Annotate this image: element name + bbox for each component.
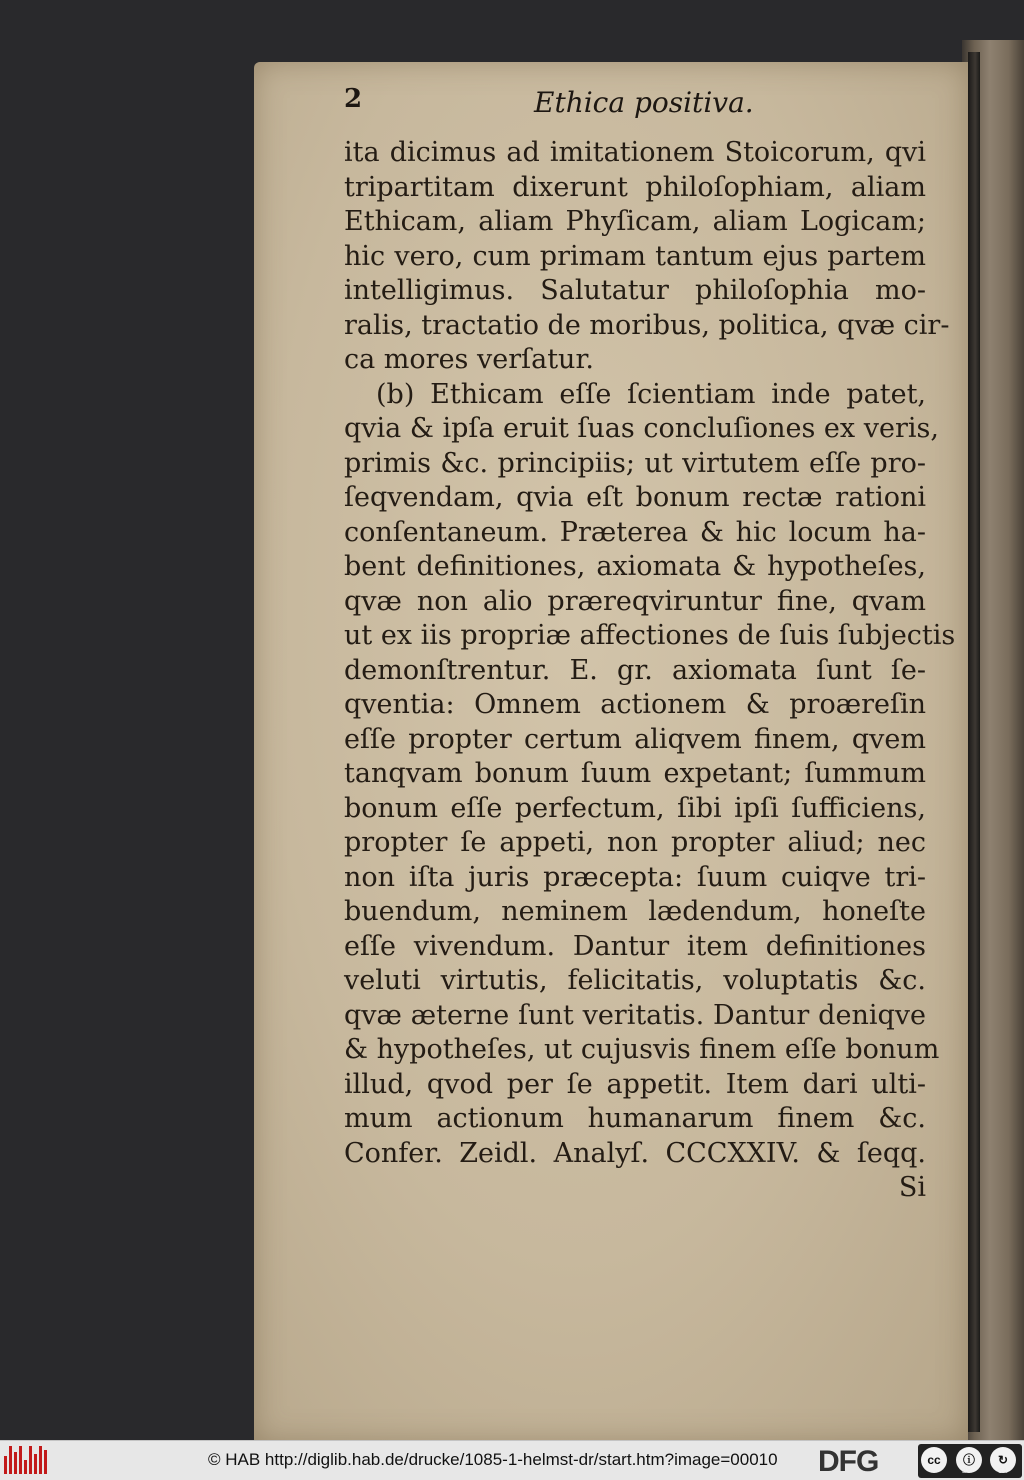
text-line: mum actionum humanarum finem &c. [344,1103,926,1134]
text-line: (b) Ethicam eſſe ſcientiam inde patet, [376,378,926,410]
text-line: ita dicimus ad imitationem Stoicorum, qvi [344,137,926,168]
text-line: Confer. Zeidl. Analyſ. CCCXXIV. & ſeqq. [344,1137,926,1169]
viewer-footer [0,1440,1024,1480]
text-line: qventia: Omnem actionem & proæreſin [344,689,926,720]
text-line: ſeqvendam, qvia eſt bonum rectæ rationi [344,482,926,513]
page-number: 2 [344,84,363,114]
page-header [344,84,954,128]
text-line: & hypotheſes, ut cujusvis finem eſſe bonum [344,1034,940,1065]
text-line: conſentaneum. Præterea & hic locum ha- [344,516,926,548]
text-line: demonſtrentur. E. gr. axiomata ſunt ſe- [344,654,926,686]
text-line: buendum, neminem lædendum, honeſte [344,896,926,927]
dfg-logo: DFG [818,1445,879,1478]
text-line: eſſe vivendum. Dantur item definitiones [344,930,926,962]
text-line: intelligimus. Salutatur philoſophia mo- [344,275,926,306]
by-label: BY [962,1468,972,1475]
text-line: qvæ non alio præreqviruntur fine, qvam [344,585,926,617]
text-line: non iſta juris præcepta: ſuum cuiqve tri- [344,861,926,893]
source-link[interactable]: © HAB http://diglib.hab.de/drucke/1085-1-helmst-dr/start.htm?image=00010 [208,1450,778,1469]
text-line: ut ex iis propriæ affectiones de ſuis ſubjectis [344,620,956,651]
cc-icon: cc [921,1447,947,1473]
text-line: tripartitam dixerunt philoſophiam, aliam [344,171,926,203]
running-title: Ethica positiva. [534,86,754,119]
text-line: qvæ æterne ſunt veritatis. Dantur deniqve [344,999,926,1031]
text-line: Si [898,1172,926,1203]
text-line: Ethicam, aliam Phyſicam, aliam Logicam; [344,206,926,237]
hab-logo-icon [4,1446,48,1474]
page-text-body [344,136,956,1256]
text-line: tanqvam bonum ſuum expetant; ſummum [344,758,926,789]
text-line: ca mores verſatur. [344,344,594,375]
book-spine [968,52,980,1432]
text-line: ralis, tractatio de moribus, politica, qvæ cir- [344,309,950,341]
sa-label: SA [998,1468,1008,1475]
text-line: bent definitiones, axiomata & hypotheſes, [344,551,926,582]
share-alike-icon: ↻ [990,1447,1016,1473]
attribution-icon: ⓘ [956,1447,982,1473]
text-line: illud, qvod per ſe appetit. Item dari ulti- [344,1068,926,1100]
book-page [254,62,968,1442]
text-line: propter ſe appeti, non propter aliud; nec [344,827,926,858]
text-line: hic vero, cum primam tantum ejus partem [344,240,926,272]
text-line: bonum eſſe perfectum, ſibi ipſi ſufficiens, [344,792,926,824]
text-line: veluti virtutis, felicitatis, voluptatis &c. [344,965,926,996]
cc-license-badge[interactable] [918,1444,1022,1478]
text-line: qvia & ipſa eruit ſuas concluſiones ex veris, [344,413,939,444]
text-line: eſſe propter certum aliqvem finem, qvem [344,723,926,755]
text-line: primis &c. principiis; ut virtutem eſſe pro- [344,447,926,479]
